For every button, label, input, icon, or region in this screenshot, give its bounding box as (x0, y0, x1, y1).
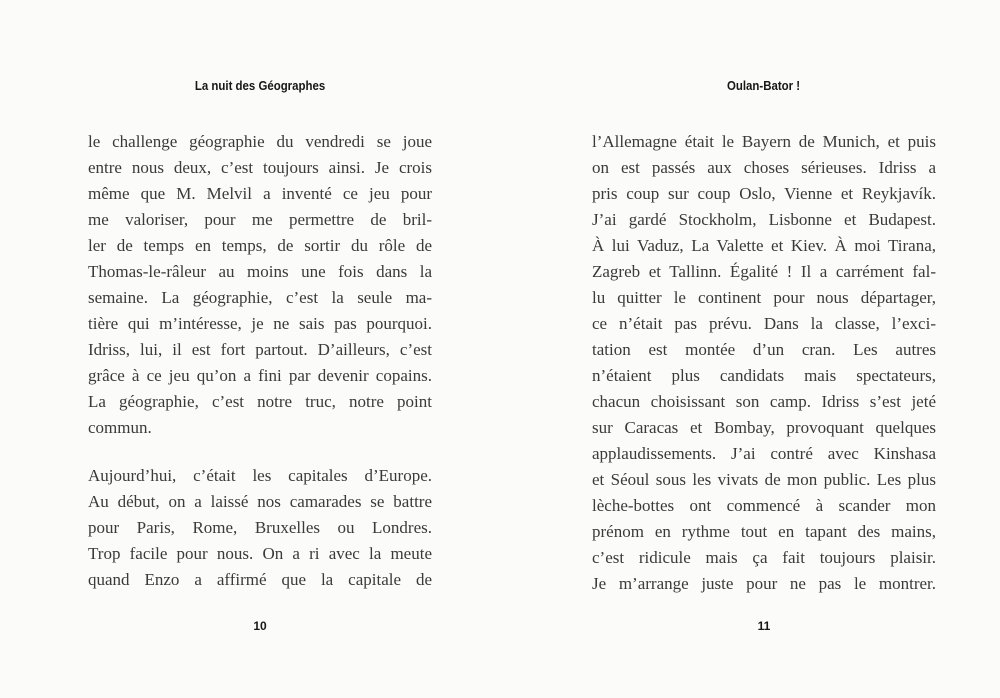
text-line: entre nous deux, c’est toujours ainsi. Je crois (88, 158, 432, 177)
text-line: chacun choisissant son camp. Idriss s’est jeté (592, 392, 936, 411)
text-line: La géographie, c’est notre truc, notre point (88, 392, 432, 411)
text-line: tation est montée d’un cran. Les autres (592, 340, 936, 359)
paragraph (592, 129, 936, 597)
text-line: et Séoul sous les vivats de mon public. Les plus (592, 470, 936, 489)
text-line: applaudissements. J’ai contré avec Kinshasa (592, 444, 936, 463)
text-line: commun. (88, 418, 152, 437)
text-line: Au début, on a laissé nos camarades se battre (88, 492, 432, 511)
text-line: J’ai gardé Stockholm, Lisbonne et Budapest. (592, 210, 936, 229)
text-line: sur Caracas et Bombay, provoquant quelques (592, 418, 936, 437)
text-line: le challenge géographie du vendredi se joue (88, 132, 432, 151)
text-line: prénom en rythme tout en tapant des mains, (592, 522, 936, 541)
right-running-header-text: Oulan-Bator ! (727, 78, 801, 93)
text-line: pour Paris, Rome, Bruxelles ou Londres. (88, 518, 432, 537)
text-line: grâce à ce jeu qu’on a fini par devenir copains. (88, 366, 432, 385)
text-line: À lui Vaduz, La Valette et Kiev. À moi Tirana, (592, 236, 936, 255)
left-running-header-text: La nuit des Géographes (194, 78, 326, 93)
text-line: tière qui m’intéresse, je ne sais pas pourquoi. (88, 314, 432, 333)
text-line: n’étaient plus candidats mais spectateurs, (592, 366, 936, 385)
text-line: Idriss, lui, il est fort partout. D’ailleurs, c’est (88, 340, 432, 359)
text-line: Thomas-le-râleur au moins une fois dans la (88, 262, 432, 281)
right-running-header (592, 78, 936, 93)
paragraph (88, 129, 432, 441)
text-line: lu quitter le continent pour nous départager, (592, 288, 936, 307)
text-line: Aujourd’hui, c’était les capitales d’Europe. (88, 466, 432, 485)
right-page (592, 0, 936, 698)
text-line: pris coup sur coup Oslo, Vienne et Reykjavík. (592, 184, 936, 203)
text-line: Je m’arrange juste pour ne pas le montrer. (592, 574, 936, 593)
left-running-header (88, 78, 432, 93)
text-line: on est passés aux choses sérieuses. Idriss a (592, 158, 936, 177)
text-line: Zagreb et Tallinn. Égalité ! Il a carrément fal- (592, 262, 936, 281)
left-page-body (88, 129, 432, 593)
paragraph (88, 463, 432, 593)
text-line: semaine. La géographie, c’est la seule ma- (88, 288, 432, 307)
text-line: me valoriser, pour me permettre de bril- (88, 210, 432, 229)
left-page (88, 0, 432, 698)
text-line: ler de temps en temps, de sortir du rôle de (88, 236, 432, 255)
left-page-number: 10 (253, 619, 267, 633)
text-line: Trop facile pour nous. On a ri avec la meute (88, 544, 432, 563)
right-page-body (592, 129, 936, 597)
text-line: même que M. Melvil a inventé ce jeu pour (88, 184, 432, 203)
right-page-number: 11 (757, 619, 771, 633)
text-line: quand Enzo a affirmé que la capitale de (88, 570, 432, 589)
text-line: l’Allemagne était le Bayern de Munich, et puis (592, 132, 936, 151)
text-line: c’est ridicule mais ça fait toujours plaisir. (592, 548, 936, 567)
text-line: ce n’était pas prévu. Dans la classe, l’exci- (592, 314, 936, 333)
text-line: lèche-bottes ont commencé à scander mon (592, 496, 936, 515)
